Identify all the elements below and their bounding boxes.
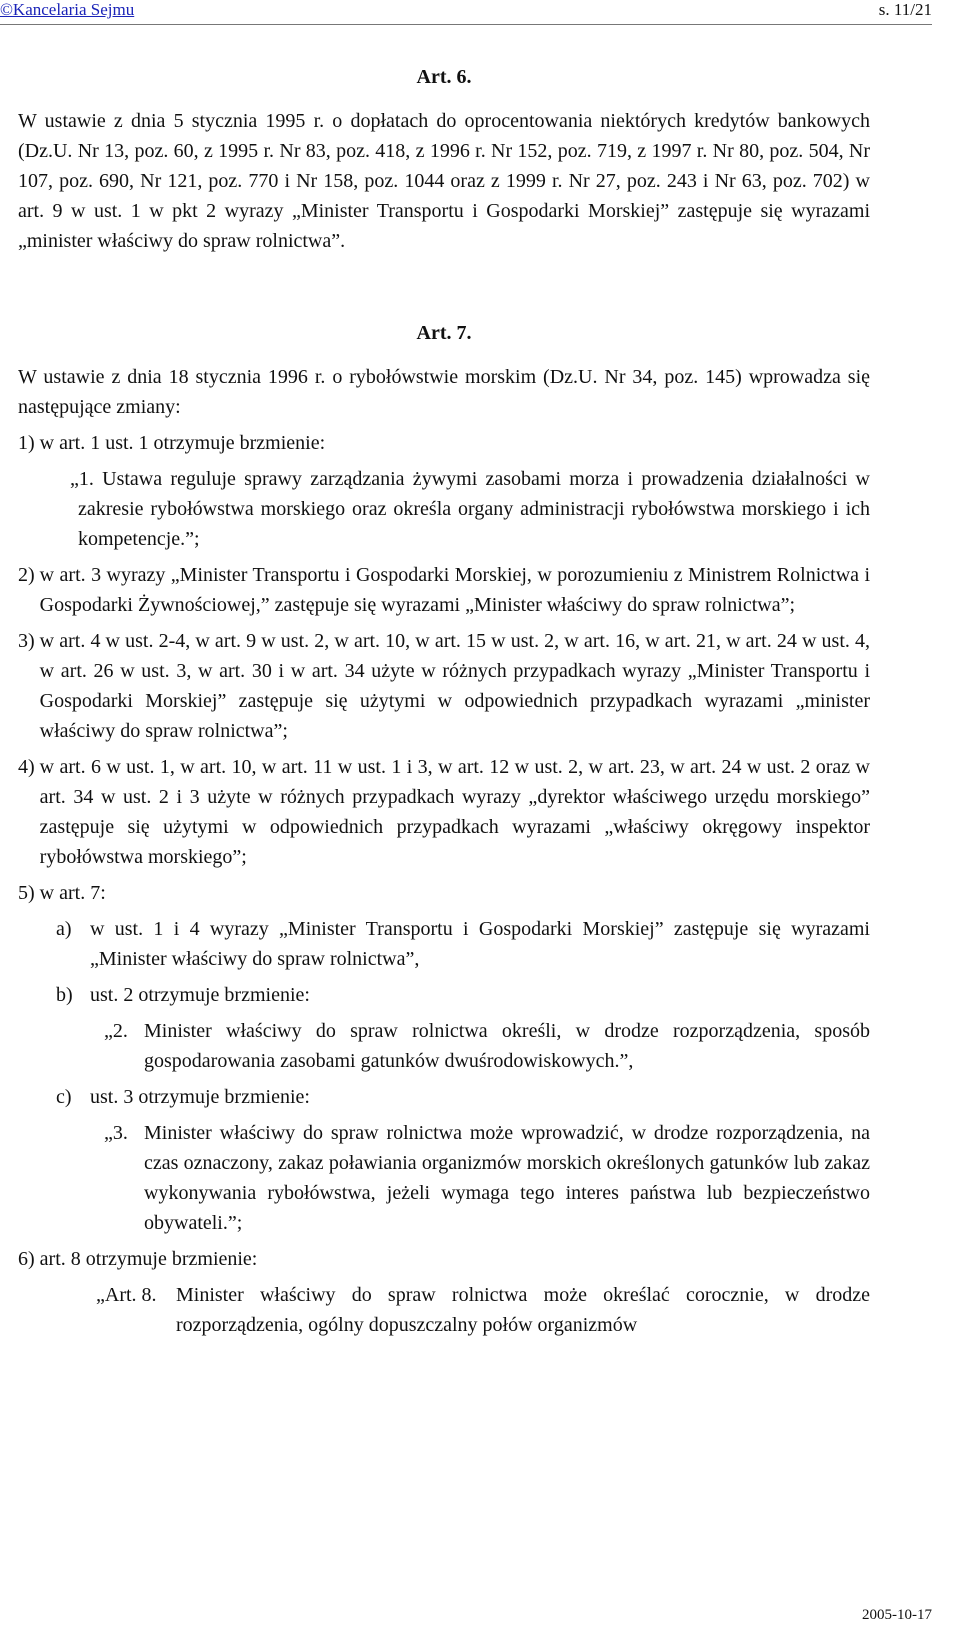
document-body: [18, 62, 870, 1340]
footer-date: 2005-10-17: [862, 1607, 932, 1623]
quote-art-8: [96, 1280, 870, 1340]
amendment-item-3: [18, 626, 870, 746]
sub-item-a: [56, 914, 870, 974]
sub-item-letter: a): [56, 918, 72, 940]
amendment-item-2: [18, 560, 870, 620]
quote-art-1: „1. Ustawa reguluje sprawy zarządzania żywymi zasobami morza i prowadzenia działalności w zakresie rybołówstwa morskiego oraz określa organy administracji rybołówstwa morskiego i ich kompetencje.”;: [70, 468, 870, 550]
sub-item-letter: c): [56, 1086, 72, 1108]
quote-text: Minister właściwy do spraw rolnictwa określi, w drodze rozporządzenia, sposób gospodarowania zasobami gatunków dwuśrodowiskowych.”,: [144, 1020, 870, 1072]
article-6-text: W ustawie z dnia 5 stycznia 1995 r. o dopłatach do oprocentowania niektórych kredytów bankowych (Dz.U. Nr 13, poz. 60, z 1995 r. Nr 83, poz. 418, z 1996 r. Nr 152, poz. 719, z 1997 r. Nr 80, poz. 504, Nr 107, poz. 690, Nr 121, poz. 770 i Nr 158, poz. 1044 oraz z 1999 r. Nr 27, poz. 243 i Nr 63, poz. 702) w art. 9 w ust. 1 w pkt 2 wyrazy „Minister Transportu i Gospodarki Morskiej” zastępuje się wyrazami „minister właściwy do spraw rolnictwa”.: [18, 110, 870, 252]
amendment-item-1: [18, 428, 870, 458]
quote-ust-2: [104, 1016, 870, 1076]
quote-number: „3.: [104, 1122, 128, 1144]
quote-text: Minister właściwy do spraw rolnictwa może określać corocznie, w drodze rozporządzenia, ogólny dopuszczalny połów organizmów: [176, 1284, 870, 1336]
sub-item-text: ust. 3 otrzymuje brzmienie:: [90, 1086, 310, 1108]
header-divider: [0, 24, 932, 25]
amendment-item-6: [18, 1244, 870, 1274]
copyright-link[interactable]: ©Kancelaria Sejmu: [0, 0, 135, 19]
page-number: s. 11/21: [878, 0, 932, 19]
item-number: 5): [18, 882, 40, 904]
quote-number: „Art. 8.: [96, 1284, 157, 1306]
sub-item-c: [56, 1082, 870, 1112]
sub-item-letter: b): [56, 984, 73, 1006]
item-text: w art. 7:: [39, 882, 106, 904]
amendment-item-5: [18, 878, 870, 908]
item-text: w art. 4 w ust. 2-4, w art. 9 w ust. 2, w art. 10, w art. 15 w ust. 2, w art. 16, w art. 21, w art. 24 w ust. 4, w art. 26 w ust. 3, w art. 30 i w art. 34 użyte w różnych przypadkach wyrazy „Minister Transportu i Gospodarki Morskiej” zastępuje się użytymi w odpowiednich przypadkach wyrazami „minister właściwy do spraw rolnictwa”;: [39, 630, 870, 742]
item-number: 2): [18, 564, 40, 586]
item-number: 1): [18, 432, 40, 454]
sub-item-text: ust. 2 otrzymuje brzmienie:: [90, 984, 310, 1006]
amendment-item-4: [18, 752, 870, 872]
page-header: [0, 0, 960, 24]
item-text: w art. 6 w ust. 1, w art. 10, w art. 11 w ust. 1 i 3, w art. 12 w ust. 2, w art. 23, w art. 24 w ust. 2 oraz w art. 34 w ust. 2 i 3 użyte w różnych przypadkach wyrazy „dyrektor właściwego urzędu morskiego” zastępuje się użytymi w odpowiednich przypadkach wyrazami „właściwy okręgowy inspektor rybołówstwa morskiego”;: [39, 756, 870, 868]
quote-text: Minister właściwy do spraw rolnictwa może wprowadzić, w drodze rozporządzenia, na czas oznaczony, zakaz poławiania organizmów morskich określonych gatunków lub zakaz wykonywania rybołówstwa, jeżeli wymaga tego interes państwa lub bezpieczeństwo obywateli.”;: [144, 1122, 870, 1234]
quote-ust-3: [104, 1118, 870, 1238]
item-text: art. 8 otrzymuje brzmienie:: [39, 1248, 258, 1270]
sub-item-text: w ust. 1 i 4 wyrazy „Minister Transportu i Gospodarki Morskiej” zastępuje się wyrazami „Minister właściwy do spraw rolnictwa”,: [90, 918, 870, 970]
item-number: 4): [18, 756, 40, 778]
sub-item-b: [56, 980, 870, 1010]
article-7-title: Art. 7.: [416, 322, 472, 344]
item-text: w art. 1 ust. 1 otrzymuje brzmienie:: [39, 432, 326, 454]
item-text: w art. 3 wyrazy „Minister Transportu i Gospodarki Morskiej, w porozumieniu z Ministrem Rolnictwa i Gospodarki Żywnościowej,” zastępuje się wyrazami „Minister właściwy do spraw rolnictwa”;: [39, 564, 870, 616]
quote-number: „2.: [104, 1020, 128, 1042]
article-6-title: Art. 6.: [416, 66, 472, 88]
article-7-intro: W ustawie z dnia 18 stycznia 1996 r. o rybołówstwie morskim (Dz.U. Nr 34, poz. 145) wprowadza się następujące zmiany:: [18, 366, 870, 418]
item-number: 3): [18, 630, 40, 652]
item-number: 6): [18, 1248, 40, 1270]
